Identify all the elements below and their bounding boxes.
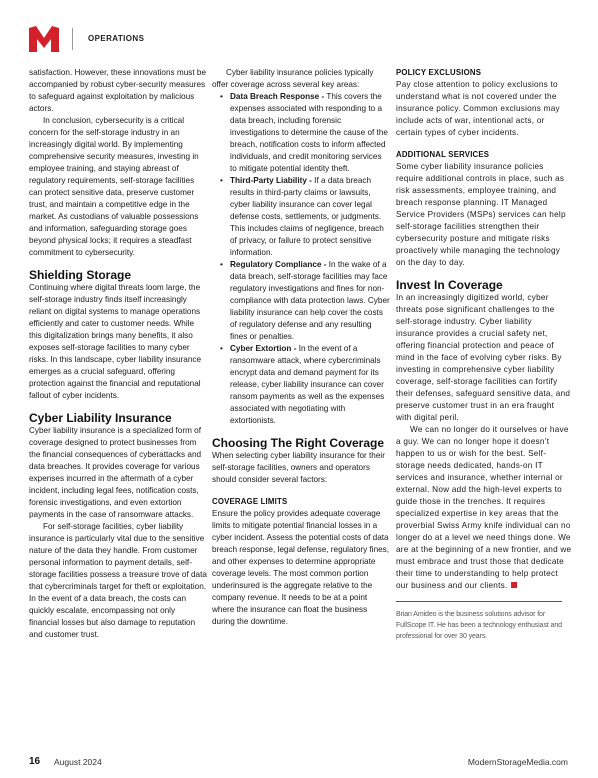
list-item-text: This covers the expenses associated with responding to a data breach, including forensic investigations to determine the cause of the breach, notification costs to inform affected individuals, and credit monitoring services to mitigate potential identity theft. (230, 92, 388, 173)
list-item (230, 91, 390, 175)
list-item (230, 343, 390, 427)
coverage-list (212, 91, 390, 427)
list-item-title: Regulatory Compliance - (230, 260, 327, 269)
bio-divider (396, 601, 562, 602)
end-of-article-mark (511, 582, 517, 588)
section-label: OPERATIONS (88, 34, 145, 43)
heading-shielding-storage: Shielding Storage (29, 268, 132, 282)
list-item-text: In the event of a ransomware attack, where cybercriminals encrypt data and demand payment for its release, cyber liability insurance can cover ransom payments as well as the expenses associated with negotiating with extortionists. (230, 344, 385, 425)
paragraph: In an increasingly digitized world, cyber threats pose significant challenges to the self-storage industry. Cyber liability insurance provides a crucial safety net, offering financial protection and peace of mind in the face of evolving cyber risks. By investing in comprehensive cyber liability coverage, self-storage facilities can fortify their defenses, safeguard sensitive data, and preserve customer trust in an era fraught with digital peril. (396, 293, 571, 422)
list-item-title: Third-Party Liability - (230, 176, 312, 185)
magazine-logo (29, 26, 59, 52)
page-header (0, 0, 598, 60)
subheading-policy-exclusions: POLICY EXCLUSIONS (396, 68, 482, 77)
heading-cyber-liability: Cyber Liability Insurance (29, 411, 172, 425)
paragraph-closing (396, 424, 572, 592)
list-item (230, 175, 390, 259)
heading-invest-in-coverage: Invest In Coverage (396, 278, 503, 292)
paragraph: Pay close attention to policy exclusions to understand what is not covered under the insurance policy. Common exclusions may include acts of war, intentional acts, or certain types of cyber incidents. (396, 80, 560, 137)
paragraph: satisfaction. However, these innovations must be accompanied by robust cyber-security measures to safeguard against exploitation by malicious actors. (29, 68, 207, 113)
paragraph: Cyber liability insurance is a specialized form of coverage designed to protect businesses from the financial consequences of cyberattacks and data breaches. It provides coverage for various expenses incurred in the aftermath of a cyber incident, including legal fees, notification costs, forensic investigations, and even extortion payments in the case of ransomware attacks. (29, 426, 202, 519)
website-link[interactable]: ModernStorageMedia.com (467, 757, 568, 767)
list-item-text: If a data breach results in third-party claims or lawsuits, cyber liability insurance can cover legal defense costs, settlements, or judgments. This includes claims of negligence, breach of privacy, or failure to protect sensitive information. (230, 176, 384, 257)
author-bio: Brian Amideo is the business solutions advisor for FullScope IT. He has been a technology enthusiast and professional for over 30 years. (396, 611, 562, 640)
list-item-title: Cyber Extortion - (230, 344, 297, 353)
list-item-title: Data Breach Response - (230, 92, 325, 101)
paragraph: Some cyber liability insurance policies require additional controls in place, such as risk assessments, employee training, and breach response planning. IT Managed Service Providers (MSPs) services can help self-storage facilities strengthen their cybersecurity posture and mitigate risks proactively while managing the technology on the day to day. (396, 162, 566, 267)
issue-date: August 2024 (54, 757, 102, 767)
list-item-text: In the wake of a data breach, self-storage facilities may face regulatory investigations and fines for non-compliance with data protection laws. Cyber liability insurance can help cover the costs of regulatory defense and any resulting fines or penalties. (230, 260, 390, 341)
column-right (396, 67, 572, 642)
column-left (29, 67, 207, 641)
list-item (230, 259, 390, 343)
heading-choosing-coverage: Choosing The Right Coverage (212, 436, 385, 450)
subheading-coverage-limits: COVERAGE LIMITS (212, 497, 288, 506)
paragraph: Continuing where digital threats loom large, the self-storage industry finds itself increasingly reliant on digital systems to manage operations efficiently and cater to customer needs. While this digitalization brings many benefits, it also exposes self-storage facilities to many cyber risks. In this landscape, cyber liability insurance emerges as a crucial safeguard, offering protection against the financial and reputational fallout of cyber incidents. (29, 283, 202, 400)
paragraph: For self-storage facilities, cyber liability insurance is particularly vital due to the sensitive nature of the data they handle. From customer personal information to payment details, self-storage facilities possess a treasure trove of data that cybercriminals target for theft or exploitation. In the event of a data breach, the costs can quickly escalate, encompassing not only financial losses but also damage to reputation and customer trust. (29, 522, 207, 639)
column-middle (212, 67, 390, 628)
paragraph: Cyber liability insurance policies typically offer coverage across several key areas: (212, 68, 374, 89)
closing-text: We can no longer do it ourselves or have a guy. We can no longer hope it doesn’t happen to us or wish for the best. Self-storage needs dedicated, hands-on IT services and insurance, whether internal or external. Now add the high-level experts to guide those in the trenches. It requires specialized expertise in key areas that the proverbial Swiss Army knife individual can no longer do at a level we need things done. We are at the beginning of a new frontier, and we must embrace and trust those that dedicate their time to understanding to help protect our business and our clients. (396, 425, 572, 590)
paragraph: When selecting cyber liability insurance for their self-storage facilities, owners and operators should consider several factors: (212, 451, 385, 484)
subheading-additional-services: ADDITIONAL SERVICES (396, 150, 490, 159)
page-number: 16 (29, 756, 41, 767)
paragraph: In conclusion, cybersecurity is a critical concern for the self-storage industry in an increasingly digital world. By implementing comprehensive security measures, investing in employee training, and staying abreast of regulatory requirements, self-storage facilities can protect sensitive data, preserve customer trust, and maintain a competitive edge in the market. As custodians of valuable possessions and information, safeguarding storage goes beyond physical locks; it requires a steadfast commitment to cybersecurity. (29, 116, 199, 257)
paragraph: Ensure the policy provides adequate coverage limits to mitigate potential financial losses in a cyber incident. Assess the potential costs of data breach response, legal defense, regulatory fines, and other expenses to determine appropriate coverage levels. The most common portion underinsured is the aggregate relative to the company revenue. It needs to be at a point where the insurance can float the business during the downtime. (212, 509, 390, 626)
header-divider (72, 28, 73, 50)
